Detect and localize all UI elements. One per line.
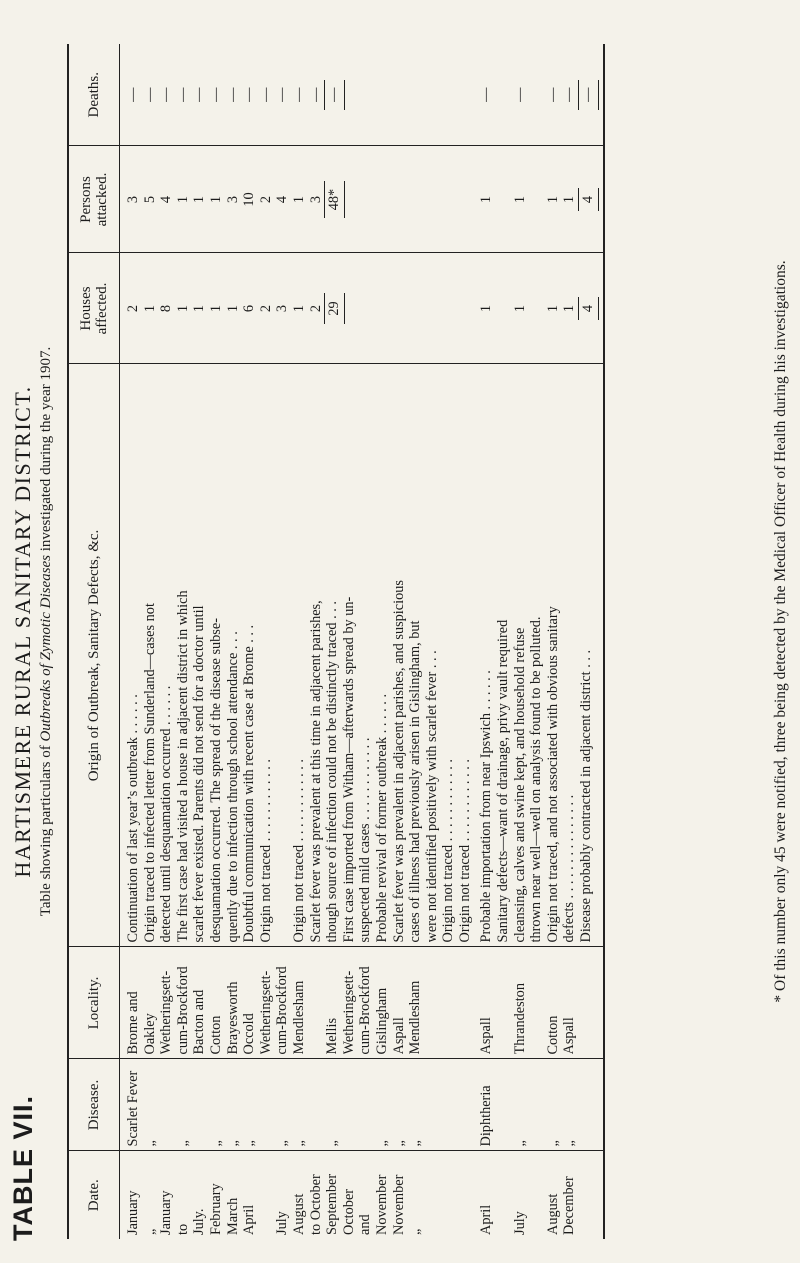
persons-value: 1 — [478, 195, 495, 204]
houses-subtotal-box: 29 — [324, 293, 345, 323]
persons-value: 10 — [241, 192, 258, 207]
origin-line: defects . . . . . . . . . . . . . . . — [561, 794, 578, 943]
date-line: October — [340, 1188, 357, 1235]
disease-line — [191, 1064, 208, 1147]
diphtheria-origin-cell — [473, 364, 603, 947]
date-line: August — [290, 1193, 307, 1235]
scarlet-persons-cell — [120, 146, 474, 253]
disease-line — [158, 1064, 175, 1147]
persons-subtotal — [578, 151, 599, 249]
disease-line — [258, 1064, 275, 1147]
deaths-value: — — [174, 87, 191, 102]
deaths-subtotal-box: — — [578, 80, 599, 110]
origin-line: quently due to infection through school attendance . . . — [224, 631, 241, 943]
date-line: January — [125, 1190, 141, 1235]
date-line: „ — [141, 1228, 158, 1235]
houses-value: 3 — [274, 304, 291, 313]
disease-line — [495, 1064, 512, 1147]
origin-line: were not identified positively with scarlet fever . . . — [423, 650, 440, 943]
deaths-value: — — [561, 87, 578, 102]
scarlet-houses-cell — [120, 253, 474, 364]
origin-line: desquamation occurred. The spread of the disease subse- — [207, 618, 224, 943]
locality-line: Aspall — [478, 1017, 495, 1055]
subtitle-italic: Outbreaks of Zymotic Diseases — [38, 555, 54, 742]
origin-line: Origin not traced . . . . . . . . . . . . — [440, 759, 457, 943]
date-line: January — [158, 1190, 175, 1235]
locality-line: Wetheringsett- — [158, 970, 175, 1055]
table-number: TABLE VII. — [8, 1094, 38, 1241]
houses-value: 1 — [191, 304, 208, 313]
disease-line: „ — [407, 1140, 424, 1147]
houses-value: 1 — [561, 304, 578, 313]
disease-line: „ — [241, 1140, 258, 1147]
origin-line — [274, 369, 291, 943]
date-line — [258, 1156, 275, 1236]
origin-line: The first case had visited a house in adjacent district in which — [174, 590, 191, 943]
spacer — [528, 48, 545, 142]
locality-line: Mendlesham — [290, 980, 307, 1055]
disease-line: „ — [207, 1140, 224, 1147]
diphtheria-group — [473, 44, 603, 1239]
deaths-value: — — [241, 87, 258, 102]
disease-line: „ — [324, 1140, 341, 1147]
deaths-value: — — [257, 87, 274, 102]
origin-line: thrown near well—well on analysis found to be polluted. — [528, 616, 545, 943]
persons-value: 1 — [544, 195, 561, 204]
disease-line — [308, 1064, 325, 1147]
persons-value: 1 — [561, 195, 578, 204]
houses-value: 2 — [125, 304, 141, 313]
diphtheria-deaths-cell — [473, 44, 603, 146]
origin-line: First case imported from Witham—afterwards spread by un- — [340, 596, 357, 943]
date-line: November — [390, 1174, 407, 1235]
date-line: July. — [191, 1208, 208, 1235]
disease-line: „ — [390, 1140, 407, 1147]
spacer — [495, 48, 512, 142]
date-line: to October — [307, 1174, 324, 1235]
date-line — [495, 1156, 512, 1236]
deaths-value: — — [191, 87, 208, 102]
locality-line: Mendlesham — [407, 980, 424, 1055]
header-row — [68, 44, 120, 1239]
diphtheria-locality-cell — [473, 947, 603, 1059]
locality-line: Occold — [241, 1013, 258, 1055]
disease-line — [528, 1064, 545, 1147]
houses-value: 1 — [290, 304, 307, 313]
persons-value: 2 — [257, 195, 274, 204]
houses-subtotal-box: 4 — [578, 297, 599, 320]
houses-subtotal — [324, 258, 345, 360]
persons-value: 3 — [307, 195, 324, 204]
disease-line: Scarlet Fever — [125, 1070, 141, 1147]
date-line: and — [357, 1214, 374, 1235]
locality-line: Wetheringsett- — [340, 970, 357, 1055]
subtitle-start: Table showing particulars of — [38, 741, 54, 917]
disease-line: „ — [544, 1140, 561, 1147]
date-line: „ — [407, 1228, 424, 1235]
origin-line: suspected mild cases . . . . . . . . . . . . — [357, 737, 374, 943]
diphtheria-date-cell — [473, 1151, 603, 1239]
date-line — [528, 1156, 545, 1236]
houses-value: 1 — [207, 304, 224, 313]
deaths-value: — — [544, 87, 561, 102]
persons-value: 1 — [511, 195, 528, 204]
diphtheria-persons-cell — [473, 146, 603, 253]
locality-line: Cotton — [544, 1015, 561, 1055]
deaths-subtotal — [324, 48, 345, 142]
origin-line: Origin not traced . . . . . . . . . . . . — [290, 759, 307, 943]
diphtheria-disease-cell — [473, 1059, 603, 1151]
spacer — [528, 151, 545, 249]
origin-line: detected until desquamation occurred . . . . . . — [158, 685, 175, 943]
date-line: July — [511, 1211, 528, 1235]
date-line: September — [324, 1173, 341, 1235]
disease-line — [357, 1064, 374, 1147]
origin-line: cases of illness had previously arisen in Gislingham, but — [407, 620, 424, 943]
locality-line: cum-Brockford — [274, 966, 291, 1055]
persons-subtotal-box: 48* — [324, 181, 345, 218]
persons-value: 1 — [290, 195, 307, 204]
persons-value: 3 — [125, 195, 141, 204]
date-line: November — [373, 1174, 390, 1235]
origin-line: Origin traced to infected letter from Sunderland—cases not — [141, 603, 158, 943]
houses-header-line1: Houses — [78, 286, 94, 331]
scarlet-date-cell — [120, 1151, 474, 1239]
houses-value: 1 — [544, 304, 561, 313]
persons-value: 4 — [158, 195, 175, 204]
locality-line: Mellis — [324, 1017, 341, 1055]
scarlet-origin-cell — [120, 364, 474, 947]
disease-line: „ — [290, 1140, 307, 1147]
deaths-value: — — [158, 87, 175, 102]
origin-line: Scarlet fever was prevalent at this time in adjacent parishes, — [307, 600, 324, 943]
disease-line: „ — [511, 1140, 528, 1147]
page-title: HARTISMERE RURAL SANITARY DISTRICT. — [10, 385, 35, 878]
persons-subtotal-box: 4 — [578, 188, 599, 211]
origin-line: Origin not traced . . . . . . . . . . . . — [257, 759, 274, 943]
persons-value: 5 — [141, 195, 158, 204]
persons-value: 4 — [274, 195, 291, 204]
houses-value: 1 — [478, 304, 495, 313]
deaths-value: — — [290, 87, 307, 102]
page-header — [2, 0, 62, 1263]
date-line: March — [224, 1197, 241, 1235]
disease-line: „ — [141, 1140, 158, 1147]
persons-value: 1 — [174, 195, 191, 204]
spacer — [495, 151, 512, 249]
locality-line: cum-Brockford — [174, 966, 191, 1055]
deaths-subtotal-box: — — [324, 80, 345, 110]
date-line: August — [544, 1193, 561, 1235]
footnote: * Of this number only 45 were notified, three being detected by the Medical Officer of Health during his investigations. — [772, 260, 789, 1003]
disease-line: „ — [561, 1140, 578, 1147]
origin-line: Continuation of last year’s outbreak . . . . . . — [125, 694, 141, 943]
scarlet-fever-group — [120, 44, 474, 1239]
locality-line: Thrandeston — [511, 983, 528, 1055]
col-header-disease: Disease. — [68, 1059, 120, 1151]
origin-line: Disease probably contracted in adjacent district . . . — [578, 649, 595, 943]
scarlet-deaths-cell — [120, 44, 474, 146]
date-line: April — [241, 1204, 258, 1235]
origin-line: Sanitary defects—want of drainage, privy vault required — [495, 619, 512, 943]
subtitle-end: investigated during the year 1907. — [38, 346, 54, 556]
date-line: July — [274, 1211, 291, 1235]
persons-value: 1 — [207, 195, 224, 204]
locality-line: Brayesworth — [224, 981, 241, 1055]
col-header-date: Date. — [68, 1151, 120, 1239]
disease-line: „ — [373, 1140, 390, 1147]
persons-value: 3 — [224, 195, 241, 204]
col-header-origin: Origin of Outbreak, Sanitary Defects, &c. — [68, 364, 120, 947]
locality-line: Wetheringsett- — [257, 970, 274, 1055]
houses-value: 1 — [141, 304, 158, 313]
locality-line: Bacton and — [191, 989, 208, 1055]
persons-value: 1 — [191, 195, 208, 204]
date-line: December — [561, 1176, 578, 1235]
locality-line: Cotton — [207, 1015, 224, 1055]
locality-line: Brome and — [125, 991, 141, 1055]
scarlet-disease-cell — [120, 1059, 474, 1151]
origin-line: cleansing, calves and swine kept, and household refuse — [511, 627, 528, 943]
spacer — [528, 258, 545, 360]
deaths-value: — — [125, 87, 141, 102]
origin-line: Origin not traced, and not associated with obvious sanitary — [544, 606, 561, 943]
houses-header-line2: affected. — [94, 282, 110, 335]
deaths-value: — — [224, 87, 241, 102]
diphtheria-houses-cell — [473, 253, 603, 364]
date-line: April — [478, 1204, 495, 1235]
locality-line: Aspall — [390, 1017, 407, 1055]
houses-value: 6 — [241, 304, 258, 313]
deaths-value: — — [207, 87, 224, 102]
origin-line: Origin not traced . . . . . . . . . . . . — [456, 759, 473, 943]
origin-line: Scarlet fever was prevalent in adjacent parishes, and suspicious — [390, 580, 407, 943]
col-header-persons — [68, 146, 120, 253]
deaths-value: — — [307, 87, 324, 102]
locality-line — [308, 952, 325, 1055]
spacer — [495, 258, 512, 360]
page-subtitle — [38, 0, 55, 1263]
disease-line: „ — [174, 1140, 191, 1147]
locality-line — [495, 952, 512, 1055]
col-header-houses — [68, 253, 120, 364]
persons-header-line1: Persons — [78, 176, 94, 223]
locality-line: cum-Brockford — [357, 966, 374, 1055]
houses-value: 2 — [307, 304, 324, 313]
houses-subtotal — [578, 258, 599, 360]
disease-line: Diphtheria — [478, 1085, 495, 1147]
houses-value: 1 — [224, 304, 241, 313]
deaths-value: — — [274, 87, 291, 102]
col-header-deaths: Deaths. — [68, 44, 120, 146]
deaths-value: — — [511, 87, 528, 102]
deaths-subtotal — [578, 48, 599, 142]
houses-value: 8 — [158, 304, 175, 313]
deaths-value: — — [478, 87, 495, 102]
origin-line: Doubtful communication with recent case at Brome . . . — [241, 624, 258, 943]
locality-line: Aspall — [561, 1017, 578, 1055]
disease-line — [341, 1064, 358, 1147]
origin-line: Probable importation from near Ipswich . . . . . . — [478, 670, 495, 943]
locality-line: Oakley — [141, 1013, 158, 1055]
locality-line — [528, 952, 545, 1055]
date-line: February — [207, 1183, 224, 1235]
deaths-value: — — [141, 87, 158, 102]
persons-subtotal — [324, 151, 345, 249]
houses-value: 1 — [511, 304, 528, 313]
locality-line: Gislingham — [373, 987, 390, 1055]
disease-line: „ — [224, 1140, 241, 1147]
origin-line: scarlet fever existed. Parents did not send for a doctor until — [191, 605, 208, 943]
outbreaks-table — [67, 44, 605, 1239]
houses-value: 2 — [257, 304, 274, 313]
origin-line: though source of infection could not be distinctly traced . . . — [324, 601, 341, 943]
origin-line: Probable revival of former outbreak . . . . . . — [373, 693, 390, 943]
houses-value: 1 — [174, 304, 191, 313]
disease-line: „ — [274, 1140, 291, 1147]
scarlet-locality-cell — [120, 947, 474, 1059]
persons-header-line2: attacked. — [94, 172, 110, 227]
date-line: to — [174, 1223, 191, 1235]
col-header-locality: Locality. — [68, 947, 120, 1059]
